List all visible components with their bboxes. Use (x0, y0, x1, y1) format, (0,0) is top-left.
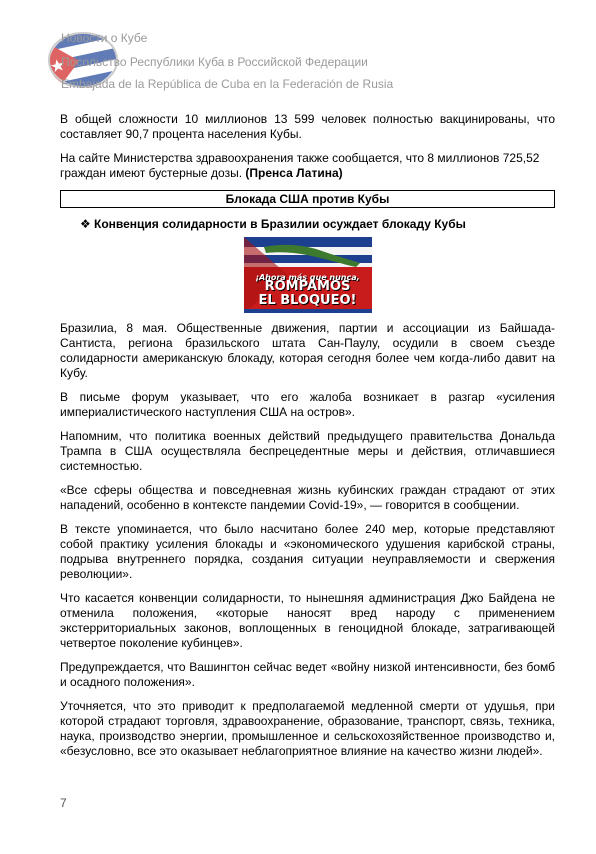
banner-line-1: ¡Ahora más que nunca, (255, 273, 360, 282)
header-title: Новости о Кубе (61, 31, 148, 45)
article-paragraph: Напомним, что политика военных действий предыдущего правительства Дональда Трампа в США осуществляла беспрецедентные меры и действия, отличавшиеся системностью. (60, 429, 555, 473)
article-paragraph: Уточняется, что это приводит к предполагаемой медленной смерти от удушья, при которой страдают торговля, здравоохранение, образование, транспорт, связь, техника, наука, производство энергии, промышленное и сельскохозяйственное производство и, «безусловно, все это оказывает неблагоприятное влияние на качество жизни людей». (60, 699, 555, 758)
intro-paragraph-2-text: На сайте Министерства здравоохранения также сообщается, что 8 миллионов 725,52 граждан имеют бустерные дозы. (60, 151, 540, 180)
section-heading: Блокада США против Кубы (60, 190, 555, 208)
intro-paragraph-2 (60, 151, 555, 181)
news-source: (Пренса Латина) (245, 166, 343, 180)
header-embassy-es: Embajada de la República de Cuba en la Federación de Rusia (61, 77, 394, 91)
article-headline-text: Конвенция солидарности в Бразилии осуждает блокаду Кубы (94, 217, 466, 231)
page-header (45, 28, 565, 98)
article-paragraph: «Все сферы общества и повседневная жизнь кубинских граждан страдают от этих нападений, особенно в контексте пандемии Covid-19», — говорится в сообщении. (60, 483, 555, 512)
article-headline (80, 217, 555, 232)
blockade-banner-image (244, 237, 372, 313)
diamond-bullet-icon: ❖ (80, 217, 91, 231)
article-paragraph: Что касается конвенции солидарности, то нынешняя администрация Джо Байдена не отменила положения, «которые наносят вред народу с применением экстерриториальных законов, воплощенных в геноцидной блокаде, затрагивающей четвертое поколение кубинцев». (60, 591, 555, 650)
article-image-container (60, 237, 555, 313)
intro-paragraph-1: В общей сложности 10 миллионов 13 599 человек полностью вакцинированы, что составляет 90,7 процента населения Кубы. (60, 112, 555, 141)
article-paragraph: Предупреждается, что Вашингтон сейчас ведет «войну низкой интенсивности, без бомб и осадного положения». (60, 660, 555, 689)
header-embassy-ru: Посольство Республики Куба в Российской Федерации (61, 55, 368, 69)
article-paragraph: В тексте упоминается, что было насчитано более 240 мер, которые представляют собой практику усиления блокады и «экономического удушения карибской страны, подрыва внутреннего порядка, создания ситуации неуправляемости и свержения революции». (60, 522, 555, 581)
article-paragraph: Бразилиа, 8 мая. Общественные движения, партии и ассоциации из Байшада-Сантиста, региона бразильского штата Сан-Паулу, осудили в своем съезде солидарности американскую блокаду, которая сегодня более чем когда-либо давит на Кубу. (60, 321, 555, 380)
page-content (60, 112, 555, 768)
article-paragraph: В письме форум указывает, что его жалоба возникает в разгар «усиления империалистического наступления США на остров». (60, 390, 555, 419)
page-number: 7 (60, 796, 67, 810)
banner-line-2: ROMPAMOS (264, 279, 351, 294)
banner-line-3: EL BLOQUEO! (258, 293, 357, 308)
